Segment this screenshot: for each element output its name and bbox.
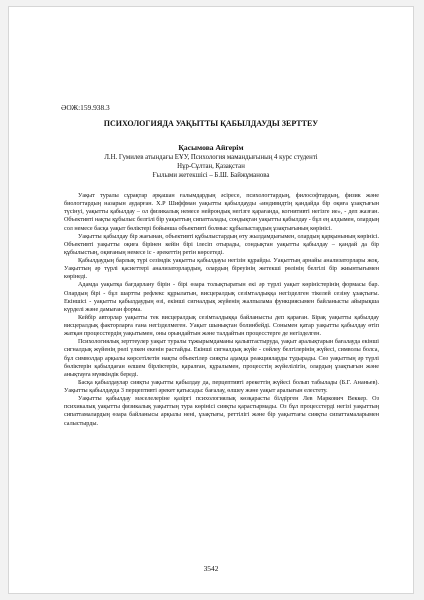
udc-code: ӘОЖ:159.938.3 [61, 103, 110, 112]
supervisor-line: Ғылыми жетекшісі – Б.Ш. Байжұманова [152, 172, 270, 180]
affiliation-city: Нұр-Сұлтан, Қазақстан [177, 163, 245, 171]
paragraph: Уақыт туралы сұрақтар әрқашан ғалымдардың әсіресе, психологтардың, философтардың, физик және биологтардың назарын аударған. Х.Р Шиффман уақытты қабылдауды «индивидтің қандайда бір оқиға ұзақтығын түсінуі, уақытты қабылдау – ол физикалық немесе нейрондық негізге қарағанда, когнитивті негізге ие», - деп жазған. Объективті нақты құбылыс белгілі бір уақыттың сипатталады, сондықтан уақытты қабылдау - бұл ең алдымен, олардың сол немесе басқа уақыт бөліктері бойынша объективті болмыс құбылыстардың ұзақтығының көрінісі. [64, 193, 380, 232]
author-name: Қасымова Айгерім [178, 143, 244, 152]
affiliation-block [61, 153, 361, 181]
affiliation-line: Л.Н. Гумилев атындағы ЕҰУ, Психология мамандығының 4 курс студенті [104, 154, 318, 161]
paragraph: Уақытты қабылдау бір жағынан, объективті құбылыстардың өту жылдамдығымен, олардың қарқынының көрінісі. Объективті уақытты оқиға бірінен кейін бірі ілесіп отырады, сондықтан уақытты қабылдау – қандай да бір құбылыстың, оқиғаның немесе іс - әрекеттің ретін көрсетеді. [64, 233, 379, 256]
document-page [8, 6, 414, 594]
paragraph: Уақытты қабылдау мәселелеріне қазіргі психологиялық көзқарасты білдірген Лев Маркович Веккер. Оз психикалық уақытты физикалық уақыттың тура көрінісі сияқты қарастырмады. Оз бұл процесстерді негізі уақыттың сипаттамалардың өзара байланысы арқылы нені, ұзақтығы, реттілігі және бір уақыттағы сияқты сипаттамаларымен салыстырды. [64, 396, 379, 427]
paragraph: Басқа қабылдаулар сияқты уақытты қабылдау да, перцептивті әрекеттің жүйесі болып табылады (Б.Г. Ананьев). Уақытты қабылдауда 3 перцептивті әрекет қатысады: бағалау, өлшеу және уақыт аралығын елестету. [64, 379, 379, 394]
paragraph: Кейбір авторлар уақытты тек висцералдық сезімталдыққа байланысты деп қараған. Бірақ уақытты қабылдау висцералдық факторларға ғана негізделмеген. Уақыт шынықтан болинбейді. Сонымен қатар уақытты қабылдау өтіп жатқан процесстердің уақытымен, оны орындайтын және талдайтын процесстерге де негізделген. [64, 314, 379, 338]
paragraph: Қабылдаудың барлық түрі сезімдік уақытты қабылдауы негізін құрайды. Уақыттың арнайы анализаторлары жоқ. Уақыттың әр түрлі қасиеттері анализаторлардың, олардың біреуінің жетекші рөлінің белгілі бір жиынтығымен көрінеді. [64, 258, 379, 281]
paragraph: Психологиялық зерттеулер уақыт туралы тұжырымдаманы қалыптастыруда, уақыт аралықтарын бағалауда екінші сигналдық жүйенің рөлі үлкен екенін растайды. Екінші сигналдық жүйе - сөйлеу белгілерінің жүйесі, символы болса, бұл символдар арқылы көрсетілетін нақты объектілер сияқты адамда реакцияларды тудырады. Сөз уақыттың әр түрлі бөліктерін қабылдаған өлшем бірліктерін, қаралған, құралымен, процесстің жүйелілігін, олардың ұзақтығын және анықтауға мүмкіндік береді. [64, 339, 379, 378]
paper-title: ПСИХОЛОГИЯДА УАҚЫТТЫ ҚАБЫЛДАУДЫ ЗЕРТТЕУ [103, 119, 319, 128]
page-number: 3542 [203, 564, 219, 573]
body-text [64, 192, 379, 428]
paragraph: Адамда уақытқа бағдарлану бірін - бірі өзара толықтыратын екі әр түрлі уақыт көріністерінің формасы бар. Олардың бірі - бұл шартты рефлекс құрылатын, висцералдық сезімталдыққа негізделген тікелей сезіну ұзақтығы. Екіншісі - уақытты қабылдаудың өзі, екінші сигналдық жүйенің жалпылама функциясымен байланысты айырықша күрделі және дамыған форма. [64, 282, 379, 313]
